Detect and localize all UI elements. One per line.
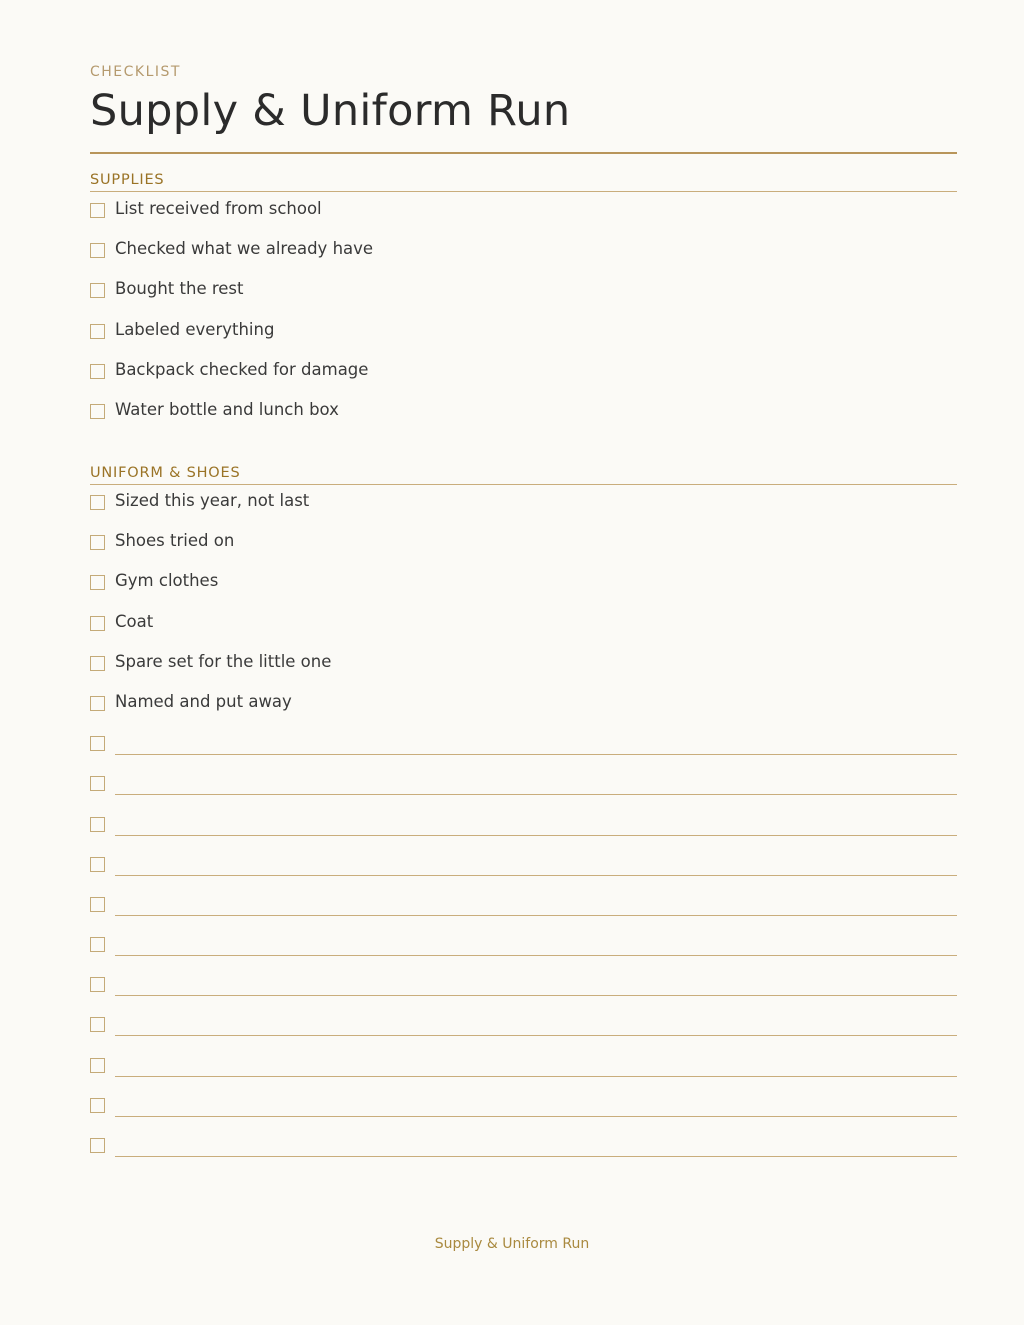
page-footer: Supply & Uniform Run [434,1236,590,1252]
blank-item [90,969,957,1009]
blank-item [90,809,957,849]
item-label: Bought the rest [115,279,244,299]
checkbox[interactable] [90,977,105,992]
checkbox[interactable] [90,736,105,751]
checklist-item [90,688,957,728]
checkbox[interactable] [90,364,105,379]
checklist-item [90,608,957,648]
checkbox[interactable] [90,203,105,218]
item-label: Shoes tried on [115,531,235,551]
blank-item [90,728,957,768]
title-divider [90,152,957,154]
section-heading: UNIFORM & SHOES [90,462,957,485]
write-in-line[interactable] [115,875,957,876]
checkbox[interactable] [90,495,105,510]
page-title: Supply & Uniform Run [90,86,571,136]
write-in-line[interactable] [115,794,957,795]
checkbox[interactable] [90,616,105,631]
item-label: Named and put away [115,691,292,711]
checkbox[interactable] [90,575,105,590]
checklist-items [90,487,957,1170]
write-in-line[interactable] [115,955,957,956]
blank-item [90,1050,957,1090]
write-in-line[interactable] [115,754,957,755]
checkbox[interactable] [90,776,105,791]
item-label: List received from school [115,199,322,218]
checklist-item [90,195,957,235]
checkbox[interactable] [90,857,105,872]
item-label: Labeled everything [115,319,275,339]
section-heading: SUPPLIES [90,169,957,192]
write-in-line[interactable] [115,1035,957,1036]
checklist-item [90,356,957,396]
write-in-line[interactable] [115,1076,957,1077]
checkbox[interactable] [90,817,105,832]
checklist-item [90,235,957,275]
checklist-items [90,195,957,436]
checklist-item [90,648,957,688]
item-label: Backpack checked for damage [115,359,369,379]
checkbox[interactable] [90,1138,105,1153]
checkbox[interactable] [90,1058,105,1073]
blank-item [90,929,957,969]
write-in-line[interactable] [115,835,957,836]
checkbox[interactable] [90,1017,105,1032]
item-label: Sized this year, not last [115,491,310,510]
blank-item [90,768,957,808]
checkbox[interactable] [90,283,105,298]
write-in-line[interactable] [115,1156,957,1157]
checklist-item [90,527,957,567]
checklist-item [90,567,957,607]
item-label: Checked what we already have [115,239,374,259]
item-label: Water bottle and lunch box [115,399,339,419]
write-in-line[interactable] [115,995,957,996]
write-in-line[interactable] [115,915,957,916]
checkbox[interactable] [90,656,105,671]
checkbox[interactable] [90,897,105,912]
eyebrow-label: CHECKLIST [90,64,181,80]
blank-item [90,1130,957,1170]
blank-item [90,849,957,889]
checkbox[interactable] [90,937,105,952]
checkbox[interactable] [90,1098,105,1113]
section-supplies [90,169,957,436]
checkbox[interactable] [90,404,105,419]
checkbox[interactable] [90,324,105,339]
section-uniform-shoes [90,462,957,1170]
blank-item [90,1009,957,1049]
checkbox[interactable] [90,696,105,711]
blank-item [90,889,957,929]
write-in-line[interactable] [115,1116,957,1117]
checklist-item [90,487,957,527]
blank-item [90,1090,957,1130]
checkbox[interactable] [90,535,105,550]
checklist-item [90,316,957,356]
item-label: Spare set for the little one [115,651,332,671]
item-label: Coat [115,611,154,631]
item-label: Gym clothes [115,571,219,591]
checkbox[interactable] [90,243,105,258]
checklist-item [90,396,957,436]
checklist-item [90,275,957,315]
